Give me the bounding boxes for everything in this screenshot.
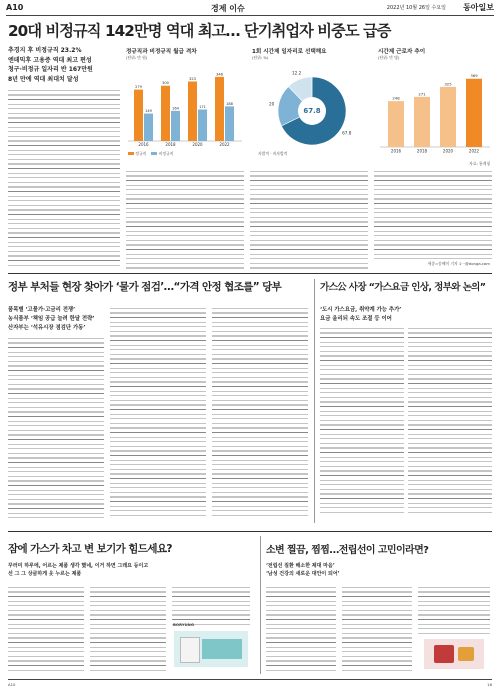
tick-label: 2020 <box>442 148 454 154</box>
bar <box>414 97 430 147</box>
ad-left-title: 잠에 가스가 차고 변 보기가 힘드세요? <box>8 543 172 555</box>
story2-headline: 정부 부처들 현장 찾아가 ‘물가 점검’…“가격 안정 협조를” 당부 <box>8 281 282 293</box>
ad-right <box>266 535 492 675</box>
page-header <box>6 2 494 16</box>
section-name: 경제 이슈 <box>211 4 245 13</box>
tick-label: 2016 <box>390 148 402 154</box>
body-text <box>374 169 492 261</box>
chart3-unit: (단위: 만 명) <box>378 55 400 60</box>
data-label: 12.2 <box>292 70 302 76</box>
legend-label: 자발적 <box>258 151 270 156</box>
product-image <box>424 639 484 669</box>
data-label: 279 <box>135 85 142 90</box>
data-label: 369 <box>470 73 478 79</box>
product-box-icon <box>434 645 454 663</box>
data-label: 149 <box>145 109 152 114</box>
ad-left <box>8 535 254 675</box>
bar <box>134 90 143 141</box>
bar <box>388 101 404 147</box>
data-label: 325 <box>444 81 452 87</box>
ad-left-sub: 선 그 그 상큼하게 웃 누르는 제품 <box>8 571 82 577</box>
lead-body-text <box>8 88 120 269</box>
bar <box>440 87 456 147</box>
lead-sub: 엔데믹후 고용증 역대 최고 편성 <box>8 56 92 64</box>
story3-body <box>408 326 492 516</box>
chart-source: 자료: 통계청 <box>469 161 490 166</box>
story2-subheads <box>8 306 104 333</box>
chart2-svg <box>256 63 368 153</box>
story3-subheads <box>320 306 492 324</box>
bar <box>466 79 482 147</box>
data-label: 323 <box>189 77 196 81</box>
data-label: 171 <box>199 105 206 109</box>
data-label: 164 <box>172 106 179 111</box>
bar <box>188 82 197 142</box>
bar <box>171 111 180 141</box>
tick-label: 2018 <box>416 148 428 154</box>
lead-sub: 8년 만에 역대 최대치 달성 <box>8 75 79 83</box>
lead-sub: 청구·비정규 일자리 반 167만원 <box>8 66 93 73</box>
page-number: A10 <box>6 3 24 12</box>
body-text <box>250 169 368 269</box>
chart1-legend <box>128 151 173 157</box>
pie-center-label: 67.8 <box>303 107 321 115</box>
product-box-icon <box>180 637 200 663</box>
chart2-title: 1회 시간제 일자리로 선택해요 <box>252 49 327 55</box>
data-label: 20 <box>268 101 275 107</box>
chart1-title: 정규직과 비정규직 월급 격차 <box>126 49 197 55</box>
story2-sub: 품목별 ‘고물가·고금리 전쟁’ <box>8 307 76 313</box>
legend-label: 비정규직 <box>158 151 174 156</box>
chart1-svg <box>126 63 244 149</box>
product-image <box>174 631 248 667</box>
product-package-icon <box>202 639 242 659</box>
tick-label: 2022 <box>468 148 480 154</box>
data-label: 248 <box>392 95 400 101</box>
chart2-unit: (단위: %) <box>252 55 269 60</box>
issue-date: 2022년 10월 26일 수요일 <box>386 5 446 11</box>
lead-sub: 추경지 후 비정규직 23.2% <box>8 47 82 54</box>
bar <box>225 106 234 141</box>
data-label: 348 <box>216 72 223 77</box>
legend-label: 정규직 <box>135 151 147 156</box>
tick-label: 2016 <box>138 142 149 147</box>
story3-sub: 요금 올리되 속도 조절 등 이어 <box>320 316 392 322</box>
brand-logo: BORYUNG <box>173 622 194 627</box>
ad-right-body <box>418 585 490 635</box>
body-text <box>126 169 244 269</box>
story3-sub: ‘도시 가스요금, 취약계 가능 추가’ <box>320 307 402 313</box>
chart3-svg <box>378 63 492 155</box>
ad-left-sub: 꾸러미 하루에, 어르는 제품 생각 했네, 이거 하면 그래요 등이고 <box>8 563 149 569</box>
tick-label: 2020 <box>192 142 203 147</box>
ad-left-body <box>90 585 166 671</box>
footer <box>8 679 492 687</box>
story2-body <box>8 336 104 522</box>
bar <box>161 86 170 141</box>
chart1-unit: (단위: 만 원) <box>126 55 148 60</box>
data-label: 300 <box>162 81 169 86</box>
chart2-legend: 자발적 · 비자발적 <box>258 151 288 156</box>
story3-headline: 가스公 사장 “가스요금 인상, 정부와 논의” <box>320 282 486 293</box>
column-divider <box>260 536 261 674</box>
ad-right-sub: ‘남성 건강의 새로운 대안이 되어’ <box>266 571 340 577</box>
byline: 세종=송혜미 기자 1ㅡ@donga.com <box>427 261 490 266</box>
column-divider <box>314 279 315 523</box>
legend-label: 비자발적 <box>272 151 288 156</box>
chart3-title: 시간제 근로자 추이 <box>378 49 426 55</box>
ad-right-sub: ‘전립선 질환 해소한 제대 마음’ <box>266 563 335 569</box>
ad-right-body <box>342 585 412 671</box>
story2-body <box>212 306 308 516</box>
ad-left-body <box>8 585 84 671</box>
ad-right-body <box>266 585 336 671</box>
publisher-logo: 동아일보 <box>463 3 494 12</box>
footer-mark: A10 <box>8 682 16 687</box>
data-label: 67.8 <box>342 130 352 136</box>
main-headline: 20대 비정규직 142만명 역대 최고… 단기취업자 비중도 급증 <box>8 22 391 40</box>
story2-body <box>110 306 206 516</box>
tick-label: 2022 <box>219 142 230 147</box>
story3-body <box>320 326 404 516</box>
ad-left-body <box>172 585 250 627</box>
bar <box>198 110 207 142</box>
footer-page: 16 <box>487 682 492 687</box>
lead-subheads <box>8 46 120 84</box>
chart-panel <box>126 47 492 269</box>
story2-sub: 농식품부 ‘책임 공급 늘려 한달 전략’ <box>8 316 95 322</box>
bar <box>215 77 224 141</box>
bar <box>144 114 153 141</box>
product-bottle-icon <box>458 647 474 661</box>
story2-sub: 산자부는 ‘석유시장 점검단 가동’ <box>8 325 86 331</box>
tick-label: 2018 <box>165 142 176 147</box>
data-label: 188 <box>226 101 233 106</box>
data-label: 271 <box>418 91 426 97</box>
divider <box>8 273 492 274</box>
ad-right-title: 소변 찔끔, 찜찜…전립선이 고민이라면? <box>266 545 429 556</box>
